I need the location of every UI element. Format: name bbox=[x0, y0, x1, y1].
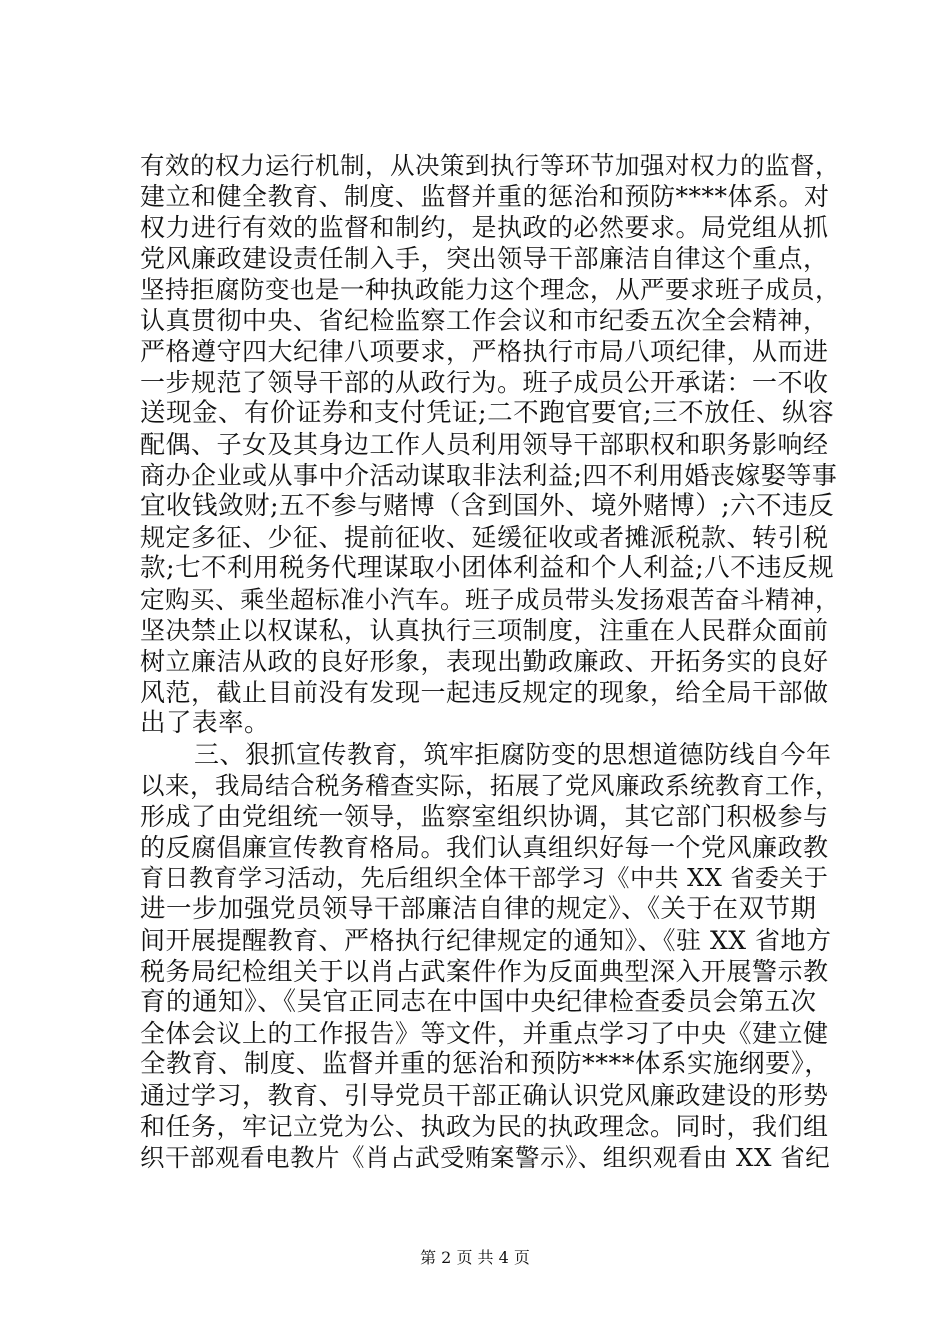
text-line: 和任务，牢记立党为公、执政为民的执政理念。同时，我们组 bbox=[140, 1112, 829, 1141]
text-line: 党风廉政建设责任制入手，突出领导干部廉洁自律这个重点， bbox=[140, 244, 829, 273]
text-line: 款;七不利用税务代理谋取小团体利益和个人利益;八不违反规 bbox=[140, 553, 835, 583]
text-line: 一步规范了领导干部的从政行为。班子成员公开承诺：一不收 bbox=[140, 368, 829, 397]
text-line: 坚决禁止以权谋私，认真执行三项制度，注重在人民群众面前 bbox=[140, 616, 829, 645]
paragraph-1 bbox=[140, 150, 840, 739]
text-line: 育的通知》、《吴官正同志在中国中央纪律检查委员会第五次 bbox=[140, 987, 817, 1017]
text-line: 织干部观看电教片《肖占武受贿案警示》、组织观看由 XX 省纪 bbox=[140, 1143, 831, 1172]
paragraph-2 bbox=[140, 739, 840, 1173]
text-line: 三、狠抓宣传教育，筑牢拒腐防变的思想道德防线自今年 bbox=[194, 740, 832, 769]
document-body bbox=[140, 150, 840, 1173]
text-line: 商办企业或从事中介活动谋取非法利益;四不利用婚丧嫁娶等事 bbox=[140, 461, 838, 490]
text-line: 全体会议上的工作报告》等文件，并重点学习了中央《建立健 bbox=[140, 1019, 829, 1048]
text-line: 进一步加强党员领导干部廉洁自律的规定》、《关于在双节期 bbox=[140, 894, 817, 924]
text-line: 风范，截止目前没有发现一起违反规定的现象，给全局干部做 bbox=[140, 678, 829, 707]
text-line: 税务局纪检组关于以肖占武案件作为反面典型深入开展警示教 bbox=[140, 957, 829, 986]
text-line: 通过学习，教育、引导党员干部正确认识党风廉政建设的形势 bbox=[140, 1081, 829, 1110]
text-line: 规定多征、少征、提前征收、延缓征收或者摊派税款、转引税 bbox=[140, 523, 829, 552]
text-line: 送现金、有价证券和支付凭证;二不跑官要官;三不放任、纵容 bbox=[140, 398, 835, 428]
text-line: 建立和健全教育、制度、监督并重的惩治和预防****体系。对 bbox=[140, 182, 830, 211]
text-line: 树立廉洁从政的良好形象，表现出勤政廉政、开拓务实的良好 bbox=[140, 647, 829, 676]
text-line: 坚持拒腐防变也是一种执政能力这个理念，从严要求班子成员， bbox=[140, 275, 840, 304]
text-line: 间开展提醒教育、严格执行纪律规定的通知》、《驻 XX 省地方 bbox=[140, 926, 832, 955]
text-line: 以来，我局结合税务稽查实际，拓展了党风廉政系统教育工作， bbox=[140, 771, 840, 800]
text-line: 权力进行有效的监督和制约，是执政的必然要求。局党组从抓 bbox=[140, 213, 829, 242]
text-line: 定购买、乘坐超标准小汽车。班子成员带头发扬艰苦奋斗精神， bbox=[140, 585, 840, 614]
text-line: 严格遵守四大纪律八项要求，严格执行市局八项纪律，从而进 bbox=[140, 337, 829, 366]
text-line: 宜收钱敛财;五不参与赌博（含到国外、境外赌博）;六不违反 bbox=[140, 491, 835, 521]
text-line: 的反腐倡廉宣传教育格局。我们认真组织好每一个党风廉政教 bbox=[140, 833, 829, 862]
text-line: 出了表率。 bbox=[140, 708, 271, 738]
text-line: 全教育、制度、监督并重的惩治和预防****体系实施纲要》， bbox=[140, 1049, 831, 1079]
text-line: 有效的权力运行机制，从决策到执行等环节加强对权力的监督， bbox=[140, 151, 840, 180]
text-line: 配偶、子女及其身边工作人员利用领导干部职权和职务影响经 bbox=[140, 430, 829, 459]
text-line: 育日教育学习活动，先后组织全体干部学习《中共 XX 省委关于 bbox=[140, 864, 829, 892]
text-line: 认真贯彻中央、省纪检监察工作会议和市纪委五次全会精神， bbox=[140, 306, 829, 335]
page-footer: 第 2 页 共 4 页 bbox=[420, 1248, 530, 1267]
text-line: 形成了由党组统一领导，监察室组织协调，其它部门积极参与 bbox=[140, 802, 829, 831]
